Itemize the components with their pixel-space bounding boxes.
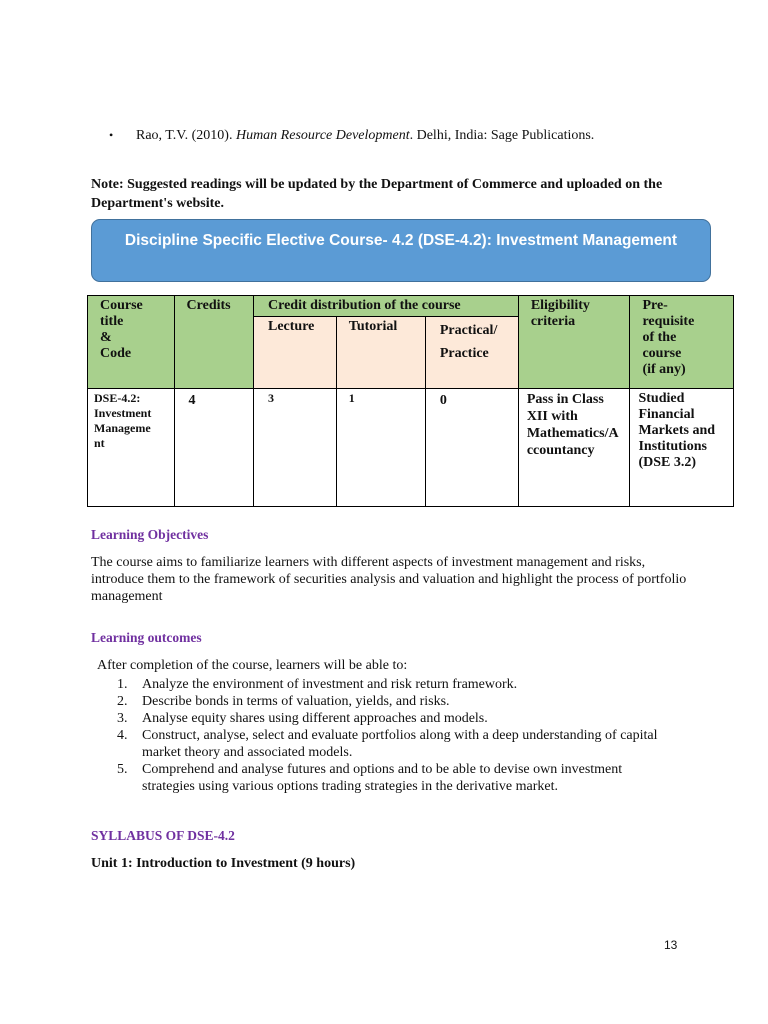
cell-course-code: DSE-4.2: Investment Manageme nt — [88, 389, 175, 507]
header-prerequisite: Pre- requisite of the course (if any) — [630, 296, 734, 389]
page-number: 13 — [664, 938, 678, 952]
course-banner — [91, 219, 711, 282]
learning-outcomes-title: Learning outcomes — [91, 630, 202, 645]
bullet-icon: • — [109, 128, 114, 142]
cell-tutorial: 1 — [336, 389, 425, 507]
course-banner-title: Discipline Specific Elective Course- 4.2 (DSE-4.2): Investment Management — [124, 232, 678, 249]
unit-heading: Unit 1: Introduction to Investment (9 hours) — [91, 856, 356, 871]
cell-credits: 4 — [174, 389, 253, 507]
reference-suffix: . Delhi, India: Sage Publications. — [409, 128, 595, 143]
cell-prerequisite: Studied Financial Markets and Institutions (DSE 3.2) — [630, 389, 734, 507]
reference-book-title: Human Resource Development — [235, 128, 410, 143]
readings-note: Note: Suggested readings will be updated by the Department of Commerce and uploaded on the Department's website. — [91, 177, 663, 211]
learning-outcomes-list — [117, 676, 672, 795]
header-credit-distribution: Credit distribution of the course — [254, 296, 519, 317]
list-item: 5. Comprehend and analyse futures and options and to be able to devise own investment strategies using various options trading strategies in the derivative market. — [117, 762, 623, 794]
learning-objectives-text: The course aims to familiarize learners with different aspects of investment management and risks, introduce them to the framework of securities analysis and valuation and highlight the process of portfolio management — [91, 555, 687, 604]
header-practical: Practical/ Practice — [425, 317, 518, 389]
list-item: 4. Construct, analyse, select and evaluate portfolios along with a deep understanding of capital market theory and associated models. — [117, 728, 658, 760]
list-item: 3. Analyse equity shares using different approaches and models. — [117, 711, 488, 726]
reference-prefix: Rao, T.V. (2010). — [136, 128, 236, 143]
header-tutorial: Tutorial — [336, 317, 425, 389]
learning-outcomes-intro: After completion of the course, learners will be able to: — [97, 658, 408, 673]
syllabus-title: SYLLABUS OF DSE-4.2 — [91, 828, 235, 843]
list-item: 1. Analyze the environment of investment and risk return framework. — [117, 677, 518, 692]
course-details-table — [87, 295, 734, 507]
cell-eligibility: Pass in Class XII with Mathematics/A ccountancy — [518, 389, 630, 507]
list-item: 2. Describe bonds in terms of valuation, yields, and risks. — [117, 694, 450, 709]
cell-practical: 0 — [425, 389, 518, 507]
header-course-title: Course title & Code — [88, 296, 175, 389]
header-lecture: Lecture — [254, 317, 337, 389]
header-credits: Credits — [174, 296, 253, 389]
header-eligibility: Eligibility criteria — [518, 296, 630, 389]
cell-lecture: 3 — [254, 389, 337, 507]
learning-objectives-title: Learning Objectives — [91, 527, 209, 542]
reference-entry — [109, 128, 595, 144]
